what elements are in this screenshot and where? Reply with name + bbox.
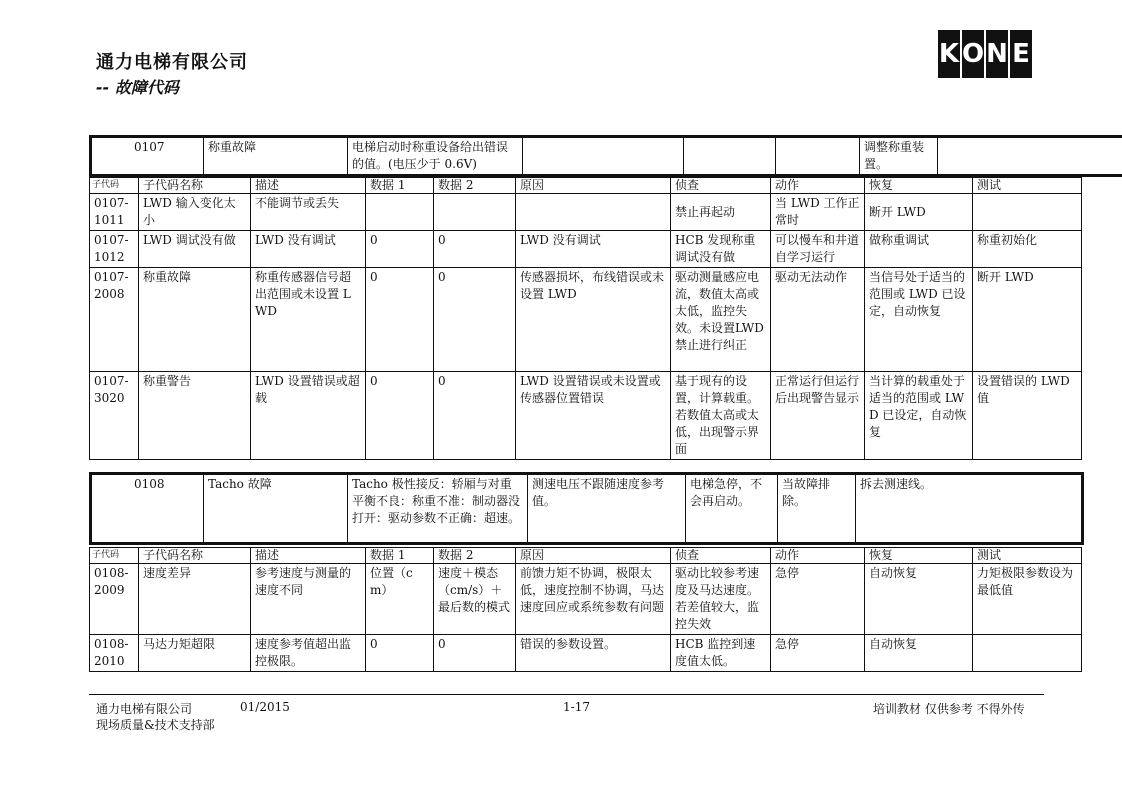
table-row <box>90 231 1082 268</box>
column-header-row <box>90 548 1082 564</box>
fault-cause: 测速电压不跟随速度参考值。 <box>528 474 686 544</box>
subcode-test <box>973 635 1082 672</box>
fault-detection <box>684 137 776 176</box>
subcode-action: 急停 <box>771 635 865 672</box>
subcode-cause <box>516 194 671 231</box>
subcode-data1: 0 <box>366 231 434 268</box>
subcode-name: 称重故障 <box>139 268 251 372</box>
column-header: 侦查 <box>671 178 771 194</box>
footer-department: 现场质量&技术支持部 <box>96 718 215 732</box>
column-header: 描述 <box>251 548 366 564</box>
subcode-recovery: 自动恢复 <box>865 635 973 672</box>
footer-date: 01/2015 <box>240 700 290 714</box>
subcode-cause: 前馈力矩不协调，极限太低，速度控制不协调，马达速度回应或系统参数有问题 <box>516 564 671 635</box>
subcode-description: LWD 设置错误或超载 <box>251 372 366 460</box>
column-header: 动作 <box>771 548 865 564</box>
fault-action: 当故障排除。 <box>778 474 856 544</box>
subcode-test: 称重初始化 <box>973 231 1082 268</box>
page-number: 1-17 <box>563 700 590 714</box>
fault-description: 电梯启动时称重设备给出错误的值。(电压少于 0.6V) <box>348 137 523 176</box>
subcode-data1: 0 <box>366 372 434 460</box>
subcode-cause: LWD 设置错误或未设置或传感器位置错误 <box>516 372 671 460</box>
subcode-description: LWD 没有调试 <box>251 231 366 268</box>
subcode-cause: 错误的参数设置。 <box>516 635 671 672</box>
subcode-name: 速度差异 <box>139 564 251 635</box>
column-header: 数据 1 <box>366 178 434 194</box>
subcode-detection: 驱动比较参考速度及马达速度。若差值较大，监控失效 <box>671 564 771 635</box>
subcode-cause: LWD 没有调试 <box>516 231 671 268</box>
subcode: 0108-2009 <box>90 564 139 635</box>
subcode-action: 可以慢车和井道自学习运行 <box>771 231 865 268</box>
fault-header-0108 <box>89 472 1084 545</box>
subcode-name: 马达力矩超限 <box>139 635 251 672</box>
table-row <box>90 635 1082 672</box>
subcode-data2: 0 <box>434 231 516 268</box>
column-header: 原因 <box>516 548 671 564</box>
kone-logo <box>938 30 1032 78</box>
column-header: 恢复 <box>865 548 973 564</box>
company-title: 通力电梯有限公司 <box>96 52 248 73</box>
subcode-data2 <box>434 194 516 231</box>
subcode-action: 正常运行但运行后出现警告显示 <box>771 372 865 460</box>
subcode-test: 力矩极限参数设为最低值 <box>973 564 1082 635</box>
fault-header-0107 <box>89 135 1122 177</box>
fault-name: Tacho 故障 <box>204 474 348 544</box>
fault-code: 0108 <box>134 477 165 491</box>
subcode-detection: HCB 发现称重调试没有做 <box>671 231 771 268</box>
subcode-recovery: 断开 LWD <box>865 194 973 231</box>
table-row <box>90 372 1082 460</box>
logo-letter: N <box>986 30 1008 78</box>
column-header: 数据 2 <box>434 178 516 194</box>
footer-company: 通力电梯有限公司 <box>96 702 193 716</box>
fault-name: 称重故障 <box>204 137 348 176</box>
subcode-test: 断开 LWD <box>973 268 1082 372</box>
column-header: 恢复 <box>865 178 973 194</box>
subcode-data2: 0 <box>434 372 516 460</box>
fault-cause <box>523 137 684 176</box>
subcode-action: 当 LWD 工作正常时 <box>771 194 865 231</box>
footer-notice: 培训教材 仅供参考 不得外传 <box>873 702 1025 716</box>
subcode-recovery: 做称重调试 <box>865 231 973 268</box>
fault-empty-cell <box>776 137 860 176</box>
subcode: 0108-2010 <box>90 635 139 672</box>
subcode-data2: 速度＋模态（cm/s）＋最后数的模式 <box>434 564 516 635</box>
subcode-detection: 禁止再起动 <box>671 194 771 231</box>
column-header: 测试 <box>973 548 1082 564</box>
subcode-detection: 基于现有的设置，计算载重。若数值太高或太低，出现警示界面 <box>671 372 771 460</box>
table-row <box>90 564 1082 635</box>
subcode-name: LWD 调试没有做 <box>139 231 251 268</box>
subcode: 0107-1012 <box>90 231 139 268</box>
subcode-action: 急停 <box>771 564 865 635</box>
subcode-name: 称重警告 <box>139 372 251 460</box>
column-header: 子代码 <box>90 548 139 564</box>
fault-description: Tacho 极性接反：轿厢与对重平衡不良：称重不准：制动器没打开：驱动参数不正确：超速。 <box>348 474 528 544</box>
footer-divider <box>89 694 1044 695</box>
subcode-description: 称重传感器信号超出范围或未设置 LWD <box>251 268 366 372</box>
column-header-row <box>90 178 1082 194</box>
subcode-detection: 驱动测量感应电流，数值太高或太低，监控失效。未设置LWD禁止进行纠正 <box>671 268 771 372</box>
subcode-table-0107 <box>89 177 1082 460</box>
subcode-data1: 0 <box>366 635 434 672</box>
document-subtitle: -- 故障代码 <box>96 78 179 97</box>
fault-detection: 电梯急停，不会再启动。 <box>686 474 778 544</box>
fault-extra <box>938 137 1122 176</box>
table-row <box>90 194 1082 231</box>
subcode-name: LWD 输入变化太小 <box>139 194 251 231</box>
subcode-test <box>973 194 1082 231</box>
subcode-cause: 传感器损坏，布线错误或未设置 LWD <box>516 268 671 372</box>
logo-letter: O <box>962 30 984 78</box>
subcode-recovery: 当信号处于适当的范围或 LWD 已设定，自动恢复 <box>865 268 973 372</box>
column-header: 侦查 <box>671 548 771 564</box>
subcode: 0107-1011 <box>90 194 139 231</box>
subcode: 0107-2008 <box>90 268 139 372</box>
subcode-data2: 0 <box>434 268 516 372</box>
column-header: 动作 <box>771 178 865 194</box>
subcode-recovery: 当计算的载重处于适当的范围或 LWD 已设定，自动恢复 <box>865 372 973 460</box>
logo-letter: K <box>938 30 960 78</box>
subcode-data1 <box>366 194 434 231</box>
subcode-data1: 0 <box>366 268 434 372</box>
subcode-description: 速度参考值超出监控极限。 <box>251 635 366 672</box>
column-header: 测试 <box>973 178 1082 194</box>
subcode-description: 参考速度与测量的速度不同 <box>251 564 366 635</box>
column-header: 描述 <box>251 178 366 194</box>
subcode-table-0108 <box>89 547 1082 672</box>
column-header: 原因 <box>516 178 671 194</box>
subcode: 0107-3020 <box>90 372 139 460</box>
fault-code: 0107 <box>134 140 165 154</box>
subcode-detection: HCB 监控到速度值太低。 <box>671 635 771 672</box>
subcode-recovery: 自动恢复 <box>865 564 973 635</box>
column-header: 数据 2 <box>434 548 516 564</box>
subcode-test: 设置错误的 LWD 值 <box>973 372 1082 460</box>
column-header: 子代码 <box>90 178 139 194</box>
logo-letter: E <box>1010 30 1032 78</box>
column-header: 数据 1 <box>366 548 434 564</box>
fault-action: 调整称重装置。 <box>860 137 938 176</box>
subcode-data2: 0 <box>434 635 516 672</box>
column-header: 子代码名称 <box>139 178 251 194</box>
fault-extra: 拆去测速线。 <box>856 474 1083 544</box>
subcode-data1: 位置（cm） <box>366 564 434 635</box>
subcode-action: 驱动无法动作 <box>771 268 865 372</box>
subcode-description: 不能调节或丢失 <box>251 194 366 231</box>
table-row <box>90 268 1082 372</box>
column-header: 子代码名称 <box>139 548 251 564</box>
